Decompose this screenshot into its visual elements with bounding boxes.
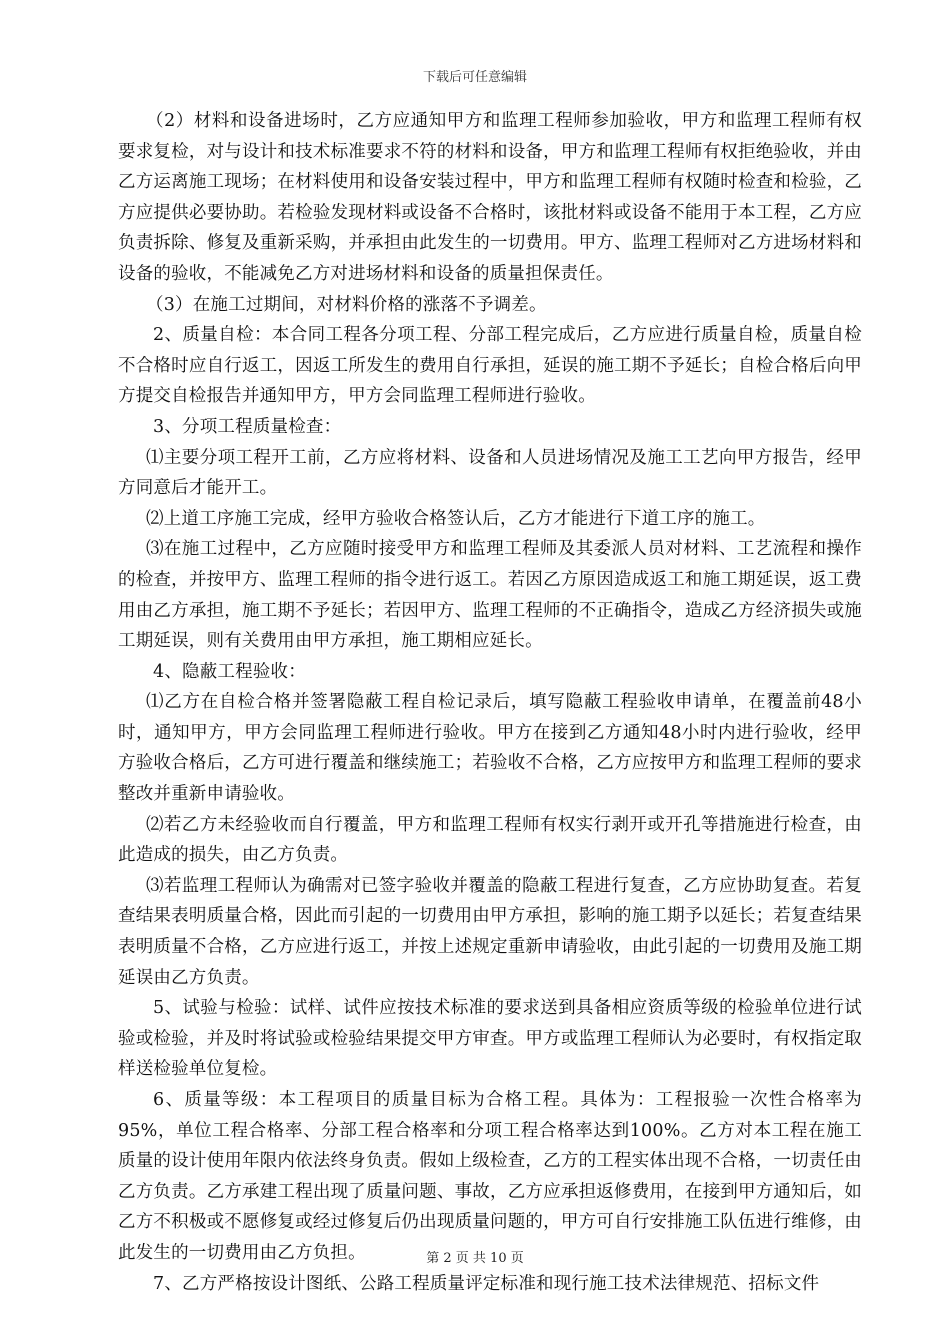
paragraph: 5、试验与检验：试样、试件应按技术标准的要求送到具备相应资质等级的检验单位进行试验或检验，并及时将试验或检验结果提交甲方审查。甲方或监理工程师认为必要时，有权指定取样送检验单位复检。 [118, 998, 862, 1080]
paragraph: ⑶若监理工程师认为确需对已签字验收并覆盖的隐蔽工程进行复查，乙方应协助复查。若复查结果表明质量合格，因此而引起的一切费用由甲方承担，影响的施工期予以延长；若复查结果表明质量不合格，乙方应进行返工，并按上述规定重新申请验收，由此引起的一切费用及施工期延误由乙方负责。 [118, 875, 862, 988]
paragraph: 6、质量等级：本工程项目的质量目标为合格工程。具体为：工程报验一次性合格率为95%，单位工程合格率、分部工程合格率和分项工程合格率达到100%。乙方对本工程在施工质量的设计使用年限内依法终身负责。假如上级检查，乙方的工程实体出现不合格，一切责任由乙方负责。乙方承建工程出现了质量问题、事故，乙方应承担返修费用，在接到甲方通知后，如乙方不积极或不愿修复或经过修复后仍出现质量问题的，甲方可自行安排施工队伍进行维修，由此发生的一切费用由乙方负担。 [118, 1090, 862, 1263]
page-number: 第 2 页 共 10 页 [426, 1251, 524, 1266]
section-heading: 4、隐蔽工程验收： [153, 661, 306, 682]
paragraph: （2）材料和设备进场时，乙方应通知甲方和监理工程师参加验收，甲方和监理工程师有权要求复检，对与设计和技术标准要求不符的材料和设备，甲方和监理工程师有权拒绝验收，并由乙方运离施工现场；在材料使用和设备安装过程中，甲方和监理工程师有权随时检查和检验，乙方应提供必要协助。若检验发现材料或设备不合格时，该批材料或设备不能用于本工程，乙方应负责拆除、修复及重新采购，并承担由此发生的一切费用。甲方、监理工程师对乙方进场材料和设备的验收，不能减免乙方对进场材料和设备的质量担保责任。 [118, 111, 862, 284]
paragraph: 2、质量自检：本合同工程各分项工程、分部工程完成后，乙方应进行质量自检，质量自检不合格时应自行返工，因返工所发生的费用自行承担，延误的施工期不予延长；自检合格后向甲方提交自检报告并通知甲方，甲方会同监理工程师进行验收。 [118, 325, 862, 407]
paragraph: ⑶在施工过程中，乙方应随时接受甲方和监理工程师及其委派人员对材料、工艺流程和操作的检查，并按甲方、监理工程师的指令进行返工。若因乙方原因造成返工和施工期延误，返工费用由乙方承担，施工期不予延长；若因甲方、监理工程师的不正确指令，造成乙方经济损失或施工期延误，则有关费用由甲方承担，施工期相应延长。 [118, 539, 862, 652]
paragraph: （3）在施工过期间，对材料价格的涨落不予调差。 [146, 294, 547, 315]
paragraph: ⑵若乙方未经验收而自行覆盖，甲方和监理工程师有权实行剥开或开孔等措施进行检查，由此造成的损失，由乙方负责。 [118, 814, 862, 866]
paragraph: ⑴主要分项工程开工前，乙方应将材料、设备和人员进场情况及施工工艺向甲方报告，经甲方同意后才能开工。 [118, 447, 862, 499]
section-heading: 3、分项工程质量检查： [153, 416, 342, 437]
paragraph: ⑴乙方在自检合格并签署隐蔽工程自检记录后，填写隐蔽工程验收申请单，在覆盖前48小时，通知甲方，甲方会同监理工程师进行验收。甲方在接到乙方通知48小时内进行验收，经甲方验收合格后，乙方可进行覆盖和继续施工；若验收不合格，乙方应按甲方和监理工程师的要求整改并重新申请验收。 [118, 692, 862, 805]
document-body [118, 106, 862, 1299]
page-header: 下载后可任意编辑 [422, 70, 527, 85]
paragraph: 7、乙方严格按设计图纸、公路工程质量评定标准和现行施工技术法律规范、招标文件 [153, 1273, 820, 1294]
paragraph: ⑵上道工序施工完成，经甲方验收合格签认后，乙方才能进行下道工序的施工。 [146, 508, 766, 529]
